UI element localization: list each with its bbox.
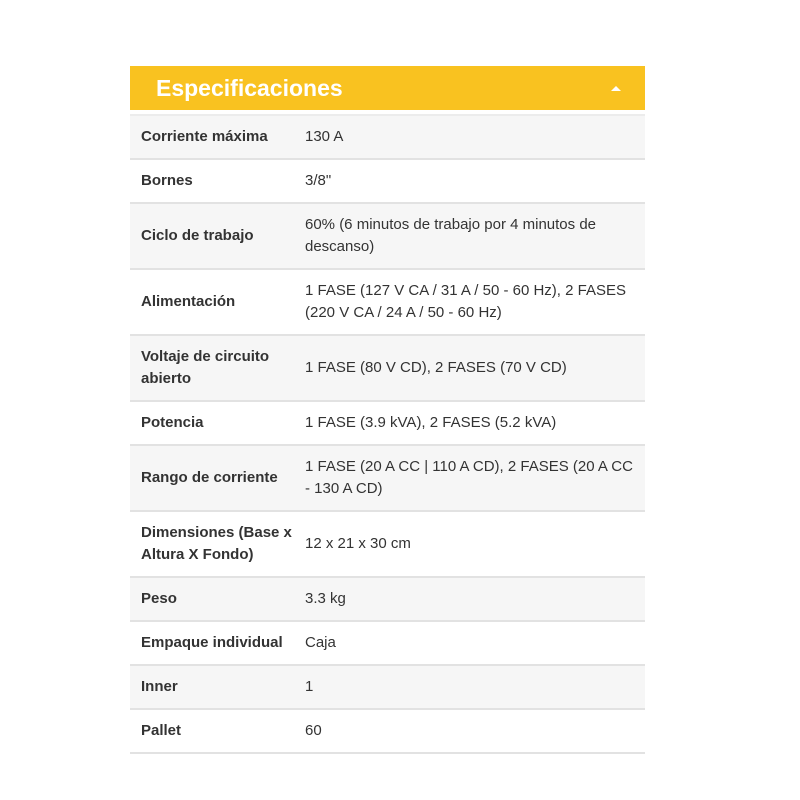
spec-label: Corriente máxima <box>141 128 268 145</box>
spec-label: Dimensiones (Base x Altura X Fondo) <box>141 524 292 563</box>
table-row <box>130 402 645 446</box>
spec-value: 130 A <box>305 128 344 145</box>
spec-label: Empaque individual <box>141 634 283 651</box>
specifications-panel <box>130 66 645 754</box>
specifications-header[interactable] <box>130 66 645 114</box>
spec-label: Inner <box>141 678 178 695</box>
table-row <box>130 116 645 160</box>
spec-value: 1 FASE (20 A CC | 110 A CD), 2 FASES (20 A CC - 130 A CD) <box>305 458 633 497</box>
spec-value: 60 <box>305 722 322 739</box>
table-row <box>130 512 645 578</box>
table-row <box>130 710 645 754</box>
spec-value: 3.3 kg <box>305 590 346 607</box>
spec-value: 60% (6 minutos de trabajo por 4 minutos de descanso) <box>305 216 596 255</box>
table-row <box>130 160 645 204</box>
table-row <box>130 446 645 512</box>
spec-value: Caja <box>305 634 336 651</box>
spec-label: Bornes <box>141 172 193 189</box>
spec-value: 1 <box>305 678 314 695</box>
table-row <box>130 666 645 710</box>
spec-label: Potencia <box>141 414 204 431</box>
caret-up-icon[interactable] <box>611 86 621 91</box>
table-row <box>130 336 645 402</box>
spec-value: 1 FASE (3.9 kVA), 2 FASES (5.2 kVA) <box>305 414 557 431</box>
specifications-table <box>130 116 645 754</box>
spec-value: 1 FASE (127 V CA / 31 A / 50 - 60 Hz), 2 FASES (220 V CA / 24 A / 50 - 60 Hz) <box>305 282 626 321</box>
table-row <box>130 270 645 336</box>
table-row <box>130 578 645 622</box>
spec-label: Ciclo de trabajo <box>141 227 254 244</box>
spec-value: 3/8" <box>305 172 332 189</box>
spec-label: Peso <box>141 590 177 607</box>
table-row <box>130 622 645 666</box>
table-row <box>130 204 645 270</box>
spec-value: 1 FASE (80 V CD), 2 FASES (70 V CD) <box>305 359 567 376</box>
spec-label: Alimentación <box>141 293 236 310</box>
spec-label: Pallet <box>141 722 182 739</box>
spec-label: Voltaje de circuito abierto <box>141 348 270 387</box>
spec-label: Rango de corriente <box>141 469 278 486</box>
section-title: Especificaciones <box>156 74 343 101</box>
spec-value: 12 x 21 x 30 cm <box>305 535 411 552</box>
